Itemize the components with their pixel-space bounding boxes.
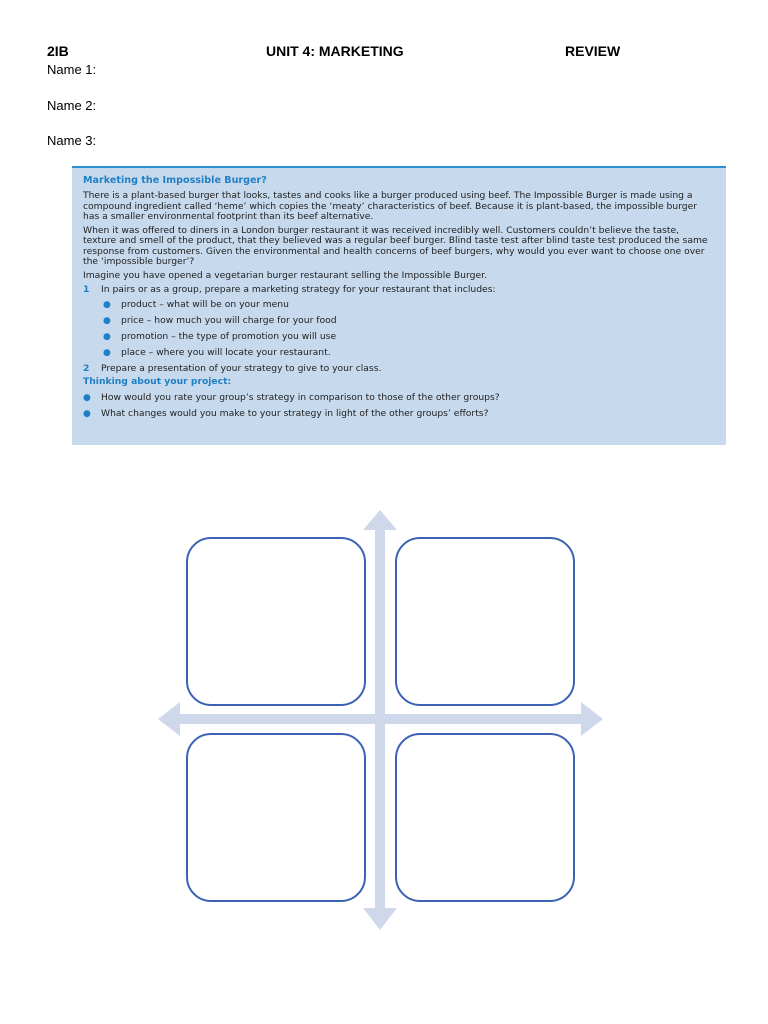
quadrant-bottom-right[interactable] xyxy=(396,734,574,901)
quadrant-top-left[interactable] xyxy=(187,538,365,705)
case-study-title: Marketing the Impossible Burger? xyxy=(83,175,267,186)
list-item xyxy=(83,391,715,407)
task-2 xyxy=(83,364,715,374)
section-label: REVIEW xyxy=(565,43,621,59)
task-1-text: In pairs or as a group, prepare a marketing strategy for your restaurant that includes: xyxy=(101,283,496,295)
horizontal-axis xyxy=(180,714,582,724)
bullet-icon: ● xyxy=(83,409,91,420)
arrow-up-icon xyxy=(363,510,397,530)
arrow-right-icon xyxy=(581,702,603,736)
bullet-text: place – where you will locate your restaurant. xyxy=(121,346,331,358)
bullet-text: promotion – the type of promotion you will use xyxy=(121,330,337,342)
list-item xyxy=(83,407,715,423)
list-item xyxy=(83,329,715,345)
bullet-icon: ● xyxy=(103,315,111,326)
name-2-label: Name 2: xyxy=(47,98,97,113)
task-2-text: Prepare a presentation of your strategy to give to your class. xyxy=(101,362,382,374)
task-1-number: 1 xyxy=(83,283,90,295)
case-paragraph-2: When it was offered to diners in a London burger restaurant it was received incredibly well. Customers couldn’t believe the taste, texture and smell of the product, that they believed was a regular beef burger. Blind taste test after blind taste test produced the same response from customers. Given the environmental and health concerns of beef burgers, why would you ever want to choose one over the ‘impossible burger’? xyxy=(83,225,708,268)
bullet-icon: ● xyxy=(83,393,91,404)
task-1 xyxy=(83,285,715,295)
name-3-label: Name 3: xyxy=(47,133,97,148)
quadrant-top-right[interactable] xyxy=(396,538,574,705)
question-text: How would you rate your group’s strategy in comparison to those of the other groups? xyxy=(101,392,500,404)
bullet-icon: ● xyxy=(103,299,111,310)
case-study-box xyxy=(72,166,726,445)
case-paragraph-3: Imagine you have opened a vegetarian burger restaurant selling the Impossible Burger. xyxy=(83,270,487,282)
list-item xyxy=(83,313,715,329)
case-paragraph-1: There is a plant-based burger that looks, tastes and cooks like a burger produced using beef. The Impossible Burger is made using a compound ingredient called ‘heme’ which copies the ‘meaty’ characteristics of beef. Because it is plant-based, the impossible burger has a smaller environmental footprint than its beef alternative. xyxy=(83,190,698,222)
thinking-title: Thinking about your project: xyxy=(83,376,232,388)
bullet-icon: ● xyxy=(103,331,111,342)
task-2-number: 2 xyxy=(83,362,90,374)
list-item xyxy=(83,297,715,313)
class-code: 2IB xyxy=(47,43,69,59)
bullet-text: price – how much you will charge for your food xyxy=(121,314,337,326)
question-text: What changes would you make to your strategy in light of the other groups’ efforts? xyxy=(101,408,489,420)
bullet-icon: ● xyxy=(103,347,111,358)
arrow-down-icon xyxy=(363,908,397,930)
name-1-label: Name 1: xyxy=(47,62,97,77)
arrow-left-icon xyxy=(158,702,180,736)
bullet-text: product – what will be on your menu xyxy=(121,298,289,310)
quadrant-bottom-left[interactable] xyxy=(187,734,365,901)
list-item xyxy=(83,345,715,361)
unit-title: UNIT 4: MARKETING xyxy=(266,43,404,59)
